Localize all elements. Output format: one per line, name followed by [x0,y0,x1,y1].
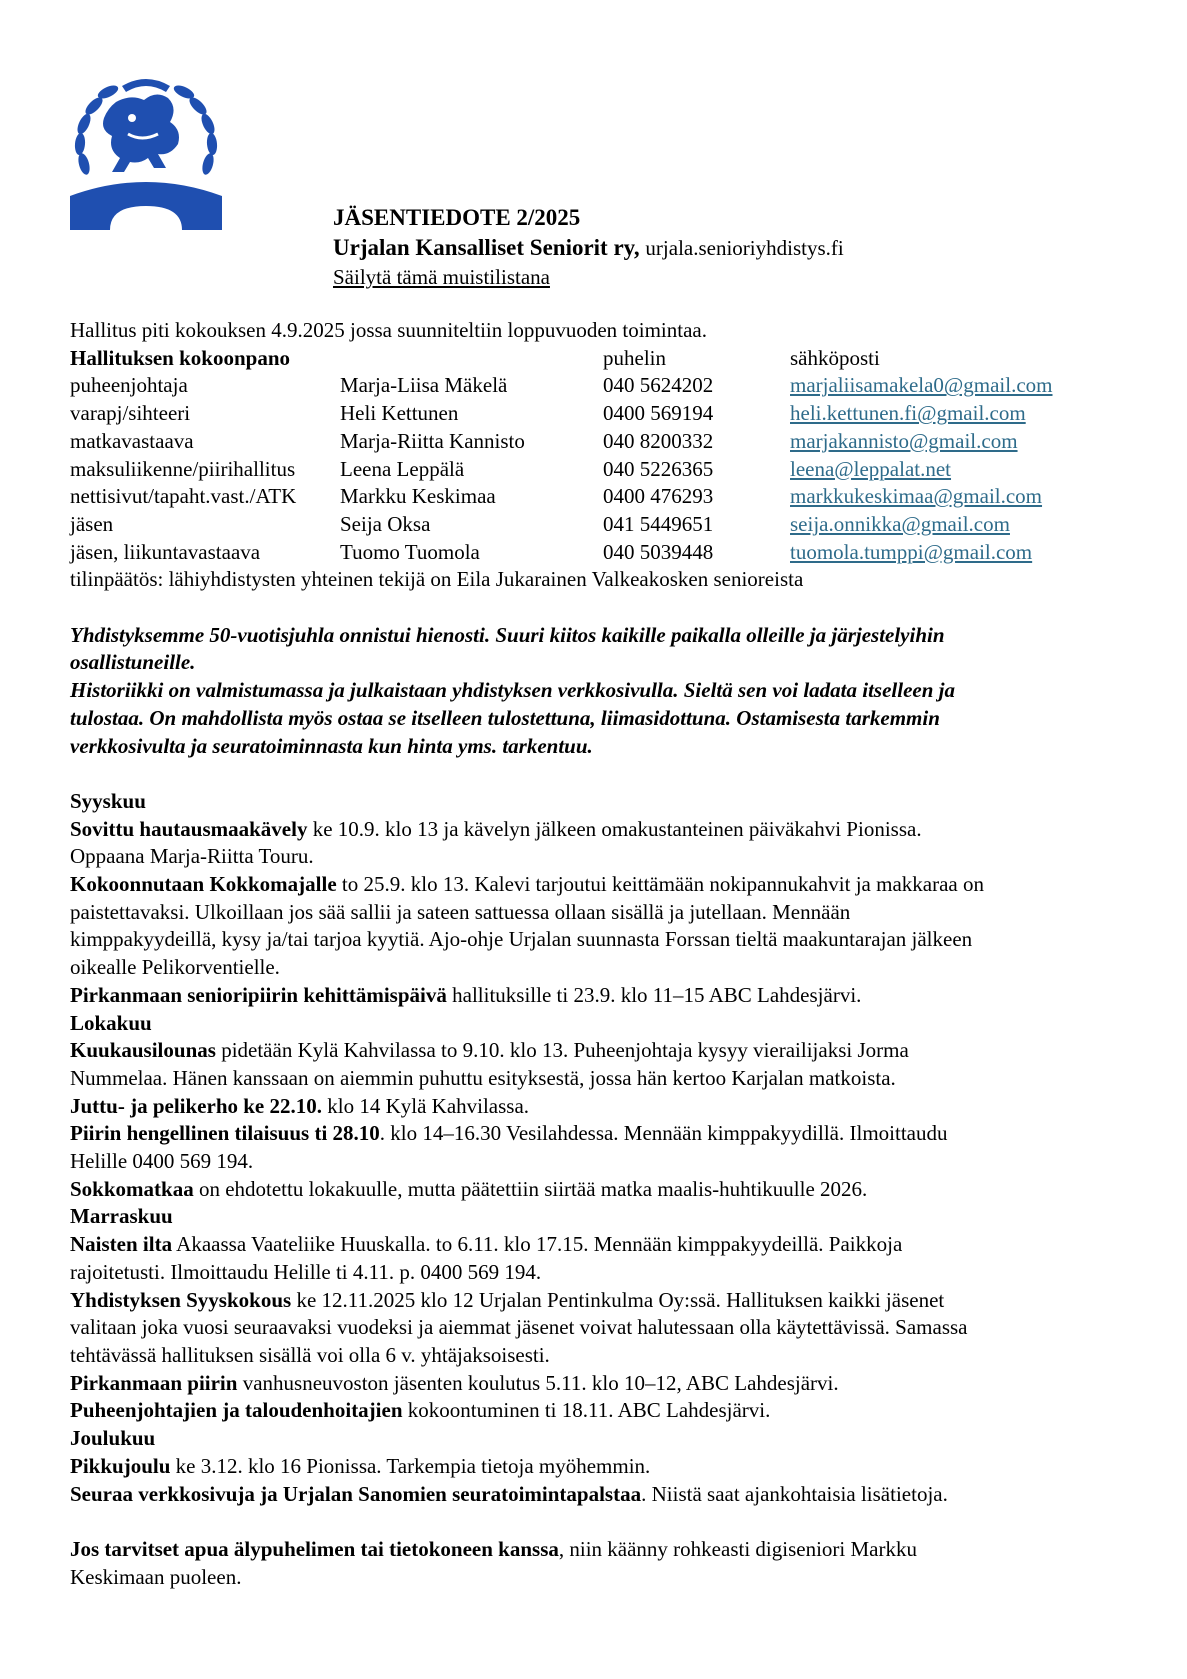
event-item [70,1093,1130,1121]
member-email-link[interactable]: heli.kettunen.fi@gmail.com [790,401,1026,426]
table-row [70,539,1053,567]
month-heading-september: Syyskuu [70,788,146,813]
member-phone: 040 5039448 [603,539,714,564]
closing-text: , niin käänny rohkeasti digiseniori Markku [558,1536,917,1561]
member-phone: 0400 569194 [603,401,714,426]
member-role: matkavastaava [70,428,194,453]
member-email-link[interactable]: markkukeskimaa@gmail.com [790,484,1043,509]
event-text-line: kimppakyydeillä, kysy ja/tai tarjoa kyytiä. Ajo-ohje Urjalan suunnasta Forssan tieltä maakuntarajan jälkeen [70,927,973,952]
table-row [70,428,1053,456]
notice-line: Yhdistyksemme 50-vuotisjuhla onnistui hienosti. Suuri kiitos kaikille paikalla olleille ja järjestelyihin [70,622,945,647]
event-text: to 25.9. klo 13. Kalevi tarjoutui keittämään nokipannukahvit ja makkaraa on [336,872,984,897]
event-text-line: oikealle Pelikorventielle. [70,955,280,980]
member-phone: 040 5226365 [603,456,714,481]
anniversary-notice [70,622,1130,761]
event-title: Seuraa verkkosivuja ja Urjalan Sanomien seuratoimintapalstaa [70,1481,642,1506]
member-role: varapj/sihteeri [70,401,191,426]
event-text-line: valitaan joka vuosi seuraavaksi vuodeksi ja aiemmat jäsenet voivat halutessaan olla käytettävissä. Samassa [70,1315,968,1340]
event-item [70,1481,1130,1509]
member-name: Marja-Liisa Mäkelä [340,373,508,398]
board-table-header [70,345,1053,373]
phone-column-header: puhelin [603,345,666,370]
event-title: Sovittu hautausmaakävely [70,816,308,841]
event-title: Kuukausilounas [70,1038,216,1063]
member-role: puheenjohtaja [70,373,188,398]
event-text-line: Oppaana Marja-Riitta Touru. [70,844,314,869]
member-name: Tuomo Tuomola [340,539,480,564]
event-text-line: Nummelaa. Hänen kanssaan on aiemmin puhuttu esityksestä, jossa hän kertoo Karjalan matkoista. [70,1065,896,1090]
organization-name: Urjalan Kansalliset Seniorit ry, [333,235,640,260]
event-title: Naisten ilta [70,1232,173,1257]
event-title: Puheenjohtajien ja taloudenhoitajien [70,1398,403,1423]
member-name: Seija Oksa [340,511,431,536]
event-item [70,1453,1130,1481]
member-email-link[interactable]: tuomola.tumppi@gmail.com [790,539,1033,564]
table-row [70,400,1053,428]
member-email-link[interactable]: seija.onnikka@gmail.com [790,511,1010,536]
table-row [70,372,1053,400]
intro-text: Hallitus piti kokouksen 4.9.2025 jossa suunniteltiin loppuvuoden toimintaa. [70,318,707,342]
organization-url: urjala.senioriyhdistys.fi [645,236,844,260]
member-phone: 0400 476293 [603,484,714,509]
member-role: nettisivut/tapaht.vast./ATK [70,484,297,509]
notice-line: osallistuneille. [70,650,196,675]
event-title: Piirin hengellinen tilaisuus ti 28.10 [70,1121,380,1146]
event-title: Pirkanmaan senioripiirin kehittämispäivä [70,982,447,1007]
event-text: kokoontuminen ti 18.11. ABC Lahdesjärvi. [402,1398,771,1423]
event-text: on ehdotettu lokakuulle, mutta päätettiin siirtää matka maalis-huhtikuulle 2026. [193,1176,868,1201]
event-text-line: Helille 0400 569 194. [70,1149,254,1174]
member-email-link[interactable]: leena@leppalat.net [790,456,952,481]
member-email-link[interactable]: marjaliisamakela0@gmail.com [790,373,1053,398]
keep-note: Säilytä tämä muistilistana [333,265,550,289]
closing-text-line: Keskimaan puoleen. [70,1564,242,1589]
event-text: pidetään Kylä Kahvilassa to 9.10. klo 13. Puheenjohtaja kysyy vierailijaksi Jorma [215,1038,909,1063]
event-item [70,1370,1130,1398]
event-item [70,816,1130,844]
event-title: Pirkanmaan piirin [70,1370,238,1395]
notice-line: tulostaa. On mahdollista myös ostaa se itselleen tulostettuna, liimasidottuna. Ostamisesta tarkemmin [70,705,940,730]
event-title: Kokoonnutaan Kokkomajalle [70,872,337,897]
event-item [70,1176,1130,1204]
event-title: Juttu- ja pelikerho ke 22.10. [70,1093,322,1118]
month-heading-december: Joulukuu [70,1426,156,1451]
event-text: . Niistä saat ajankohtaisia lisätietoja. [641,1481,948,1506]
member-name: Leena Leppälä [340,456,465,481]
member-name: Marja-Riitta Kannisto [340,428,525,453]
member-phone: 040 5624202 [603,373,714,398]
member-phone: 040 8200332 [603,428,714,453]
event-text: vanhusneuvoston jäsenten koulutus 5.11. klo 10–12, ABC Lahdesjärvi. [237,1370,839,1395]
event-text: . klo 14–16.30 Vesilahdessa. Mennään kimppakyydillä. Ilmoittaudu [379,1121,948,1146]
member-name: Markku Keskimaa [340,484,496,509]
month-heading-november: Marraskuu [70,1204,173,1229]
member-role: jäsen [70,511,114,536]
event-text: ke 10.9. klo 13 ja kävelyn jälkeen omakustanteinen päiväkahvi Pionissa. [307,816,922,841]
organization-line [333,233,844,263]
event-text-line: tehtävässä hallituksen sisällä voi olla 6 v. yhtäjaksoisesti. [70,1342,550,1367]
event-item [70,1397,1130,1425]
event-item [70,1231,1130,1259]
event-text-line: rajoitetusti. Ilmoittaudu Helille ti 4.11. p. 0400 569 194. [70,1259,542,1284]
event-text: klo 14 Kylä Kahvilassa. [322,1093,530,1118]
event-text: hallituksille ti 23.9. klo 11–15 ABC Lahdesjärvi. [446,982,862,1007]
month-heading-october: Lokakuu [70,1010,152,1035]
notice-line: Historiikki on valmistumassa ja julkaistaan yhdistyksen verkkosivulla. Sieltä sen voi ladata itselleen ja [70,678,955,703]
member-name: Heli Kettunen [340,401,459,426]
closing-bold: Jos tarvitset apua älypuhelimen tai tietokoneen kanssa [70,1536,559,1561]
member-role: maksuliikenne/piirihallitus [70,456,296,481]
event-text-line: paistettavaksi. Ulkoillaan jos sää sallii ja sateen sattuessa ollaan sisällä ja jutellaan. Mennään [70,899,851,924]
event-item [70,982,1130,1010]
event-title: Pikkujoulu [70,1453,171,1478]
document-title: JÄSENTIEDOTE 2/2025 [333,205,581,230]
event-text: Akaassa Vaateliike Huuskalla. to 6.11. klo 17.15. Mennään kimppakyydeillä. Paikkoja [172,1232,903,1257]
member-phone: 041 5449651 [603,511,714,536]
event-item [70,1120,1130,1148]
event-text: ke 3.12. klo 16 Pionissa. Tarkempia tietoja myöhemmin. [170,1453,651,1478]
board-table [70,345,1053,567]
member-role: jäsen, liikuntavastaava [70,539,261,564]
event-item [70,871,1130,899]
lion-emblem-icon [70,72,222,230]
closing-note [70,1536,1130,1564]
table-row [70,511,1053,539]
document-body [70,317,1130,1591]
auditor-note: tilinpäätös: lähiyhdistysten yhteinen tekijä on Eila Jukarainen Valkeakosken senioreista [70,567,804,592]
event-text: ke 12.11.2025 klo 12 Urjalan Pentinkulma Oy:ssä. Hallituksen kaikki jäsenet [291,1287,945,1312]
event-item [70,1287,1130,1315]
notice-line: verkkosivulta ja seuratoiminnasta kun hinta yms. tarkentuu. [70,733,593,758]
event-item [70,1037,1130,1065]
member-email-link[interactable]: marjakannisto@gmail.com [790,428,1018,453]
event-title: Sokkomatkaa [70,1176,194,1201]
table-row [70,456,1053,484]
event-title: Yhdistyksen Syyskokous [70,1287,292,1312]
board-heading: Hallituksen kokoonpano [70,345,291,370]
email-column-header: sähköposti [790,345,880,370]
document-header [333,203,844,292]
table-row [70,483,1053,511]
